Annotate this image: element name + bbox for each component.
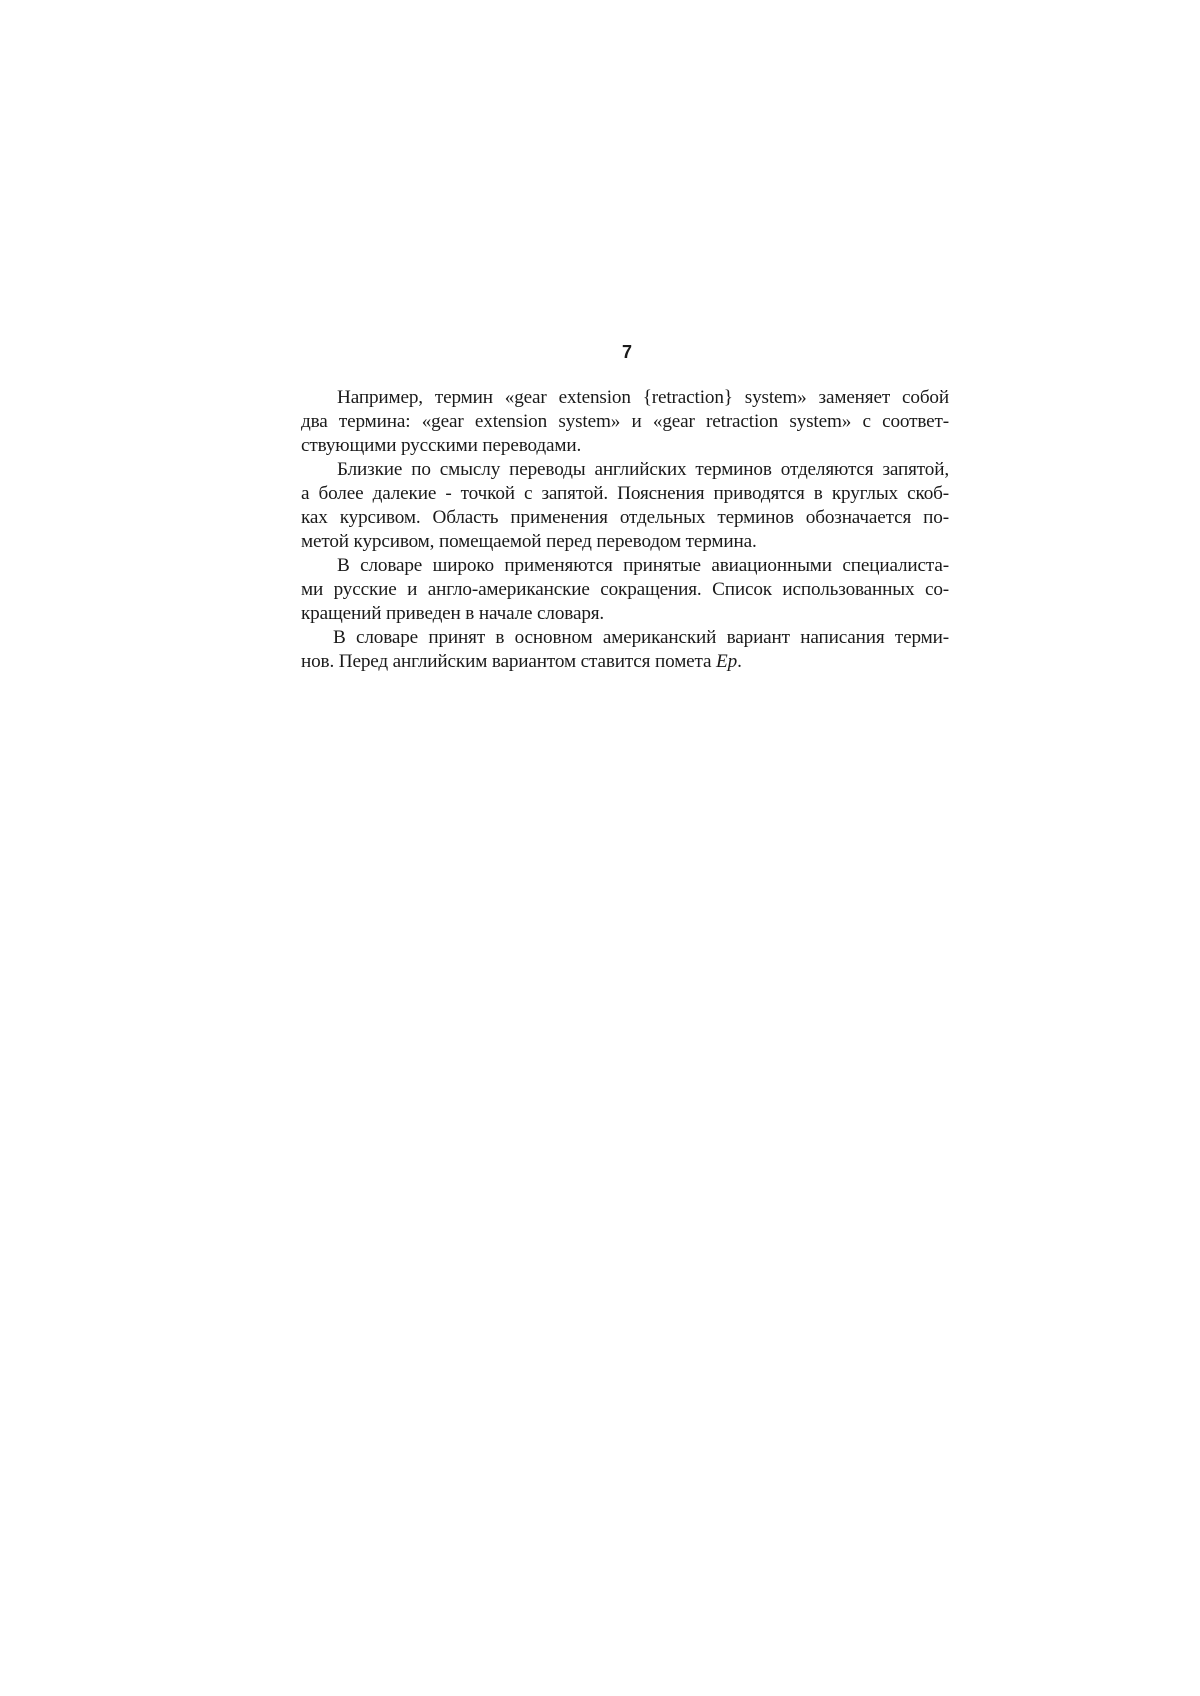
paragraph-line <box>301 530 949 554</box>
line-text: . <box>737 651 742 672</box>
paragraph-line <box>301 578 949 602</box>
line-text: два термина: «gear extension system» и «gear retraction system» с соответ- <box>301 411 949 432</box>
line-text: Например, термин «gear extension {retraction} system» заменяет собой <box>337 387 949 408</box>
line-text: Близкие по смыслу переводы английских терминов отделяются запятой, <box>337 459 949 480</box>
paragraph-1 <box>301 386 949 458</box>
language-mark: Ep <box>716 651 738 672</box>
line-text: ми русские и англо-американские сокращения. Список использованных со- <box>301 579 949 600</box>
paragraph-line <box>301 650 949 674</box>
body-text <box>301 386 949 674</box>
line-text: В словаре принят в основном американский вариант написания терми- <box>333 627 949 648</box>
paragraph-3 <box>301 554 949 626</box>
paragraph-2 <box>301 458 949 554</box>
paragraph-4 <box>301 626 949 674</box>
line-text: кращений приведен в начале словаря. <box>301 603 605 624</box>
paragraph-line <box>301 410 949 434</box>
line-text: нов. Перед английским вариантом ставится помета <box>301 651 717 672</box>
line-text: ках курсивом. Область применения отдельных терминов обозначается по- <box>301 507 949 528</box>
paragraph-line <box>301 434 949 458</box>
line-text: В словаре широко применяются принятые авиационными специалиста- <box>337 555 949 576</box>
paragraph-line <box>301 506 949 530</box>
paragraph-line <box>301 602 949 626</box>
page-number: 7 <box>621 342 632 362</box>
line-text: ствующими русскими переводами. <box>301 435 582 456</box>
paragraph-line <box>301 482 949 506</box>
paragraph-line <box>301 458 949 482</box>
line-text: метой курсивом, помещаемой перед переводом термина. <box>301 531 757 552</box>
paragraph-line <box>301 386 949 410</box>
paragraph-line <box>301 626 949 650</box>
paragraph-line <box>301 554 949 578</box>
line-text: а более далекие - точкой с запятой. Пояснения приводятся в круглых скоб- <box>301 483 949 504</box>
